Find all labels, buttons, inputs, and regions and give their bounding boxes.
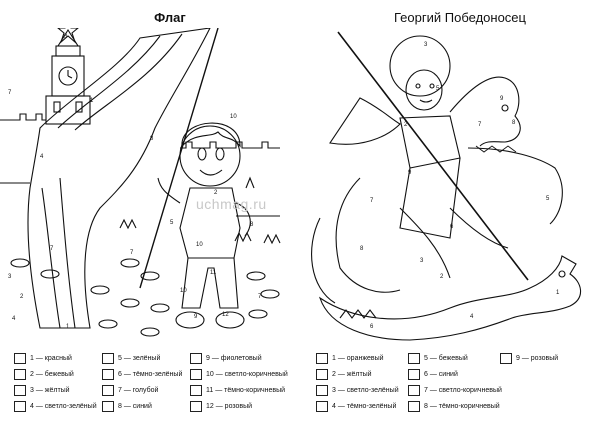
legend-item: [408, 398, 500, 414]
area-number: 7: [8, 90, 12, 96]
color-checkbox[interactable]: [190, 353, 202, 364]
area-number: 6: [450, 224, 454, 230]
legend-label: 9 — розовый: [516, 354, 559, 362]
area-number: 7: [50, 246, 54, 252]
spear-drawing: [338, 32, 528, 280]
color-checkbox[interactable]: [190, 369, 202, 380]
rider-drawing: [330, 36, 460, 238]
saint-george-panel: [300, 0, 600, 421]
legend-label: 8 — синий: [118, 402, 152, 410]
legend-label: 4 — тёмно-зелёный: [332, 402, 397, 410]
legend-label: 5 — зелёный: [118, 354, 161, 362]
legend-item: [408, 350, 494, 366]
legend-label: 6 — синий: [424, 370, 458, 378]
legend-item: [316, 382, 402, 398]
legend-item: [408, 382, 502, 398]
area-number: 4: [470, 314, 474, 320]
legend-label: 12 — розовый: [206, 402, 253, 410]
legend-item: [190, 366, 290, 382]
color-checkbox[interactable]: [102, 385, 114, 396]
area-number: 7: [258, 294, 262, 300]
color-checkbox[interactable]: [408, 401, 420, 412]
legend-item: [316, 366, 402, 382]
legend-item: [500, 350, 600, 366]
legend-label: 2 — жёлтый: [332, 370, 372, 378]
color-checkbox[interactable]: [316, 369, 328, 380]
legend-item: [190, 350, 290, 366]
legend-item: [190, 398, 290, 414]
area-number: 12: [222, 312, 229, 318]
area-number: 8: [150, 136, 154, 142]
color-checkbox[interactable]: [14, 369, 26, 380]
area-number: 7: [370, 198, 374, 204]
flag-color-legend: [14, 350, 290, 414]
legend-item: [316, 398, 402, 414]
color-checkbox[interactable]: [316, 353, 328, 364]
area-number: 4: [12, 316, 16, 322]
area-number: 2: [20, 294, 24, 300]
legend-label: 9 — фиолетовый: [206, 354, 262, 362]
area-number: 7: [478, 122, 482, 128]
legend-item: [14, 398, 96, 414]
area-number: 4: [40, 154, 44, 160]
area-number: 10: [180, 288, 187, 294]
area-number: 5: [436, 86, 440, 92]
area-number: 10: [196, 242, 203, 248]
color-checkbox[interactable]: [102, 369, 114, 380]
color-checkbox[interactable]: [316, 401, 328, 412]
area-number: 5: [546, 196, 550, 202]
legend-item: [14, 366, 96, 382]
legend-item: [14, 350, 96, 366]
color-checkbox[interactable]: [102, 353, 114, 364]
legend-label: 5 — бежевый: [424, 354, 468, 362]
legend-item: [102, 398, 184, 414]
saint-george-area-numbers: [360, 42, 560, 330]
area-number: 6: [370, 324, 374, 330]
area-number: 5: [170, 220, 174, 226]
legend-label: 6 — тёмно-зелёный: [118, 370, 183, 378]
color-checkbox[interactable]: [14, 353, 26, 364]
area-number: 3: [8, 274, 12, 280]
area-number: 10: [230, 114, 237, 120]
area-number: 9: [194, 314, 198, 320]
color-checkbox[interactable]: [190, 401, 202, 412]
legend-item: [14, 382, 96, 398]
color-checkbox[interactable]: [14, 385, 26, 396]
area-number: 1: [90, 98, 94, 104]
area-number: 2: [214, 190, 218, 196]
area-number: 9: [408, 170, 412, 176]
saint-george-title: Георгий Победоносец: [394, 10, 526, 25]
flag-boy-illustration: [0, 28, 300, 348]
legend-label: 2 — бежевый: [30, 370, 74, 378]
legend-label: 4 — светло-зелёный: [30, 402, 97, 410]
legend-item: [102, 350, 184, 366]
legend-label: 7 — светло-коричневый: [424, 386, 502, 394]
area-number: 8: [512, 120, 516, 126]
color-checkbox[interactable]: [190, 385, 202, 396]
watermark: uchmag.ru: [196, 196, 267, 212]
legend-label: 8 — тёмно-коричневый: [424, 402, 500, 410]
area-number: 2: [404, 122, 408, 128]
legend-label: 1 — красный: [30, 354, 72, 362]
legend-label: 1 — оранжевый: [332, 354, 384, 362]
area-number: 9: [500, 96, 504, 102]
kremlin-tower-drawing: [46, 28, 90, 124]
legend-label: 11 — тёмно-коричневый: [206, 386, 286, 394]
area-number: 7: [130, 250, 134, 256]
color-checkbox[interactable]: [102, 401, 114, 412]
dragon-drawing: [320, 256, 581, 340]
area-number: 2: [440, 274, 444, 280]
horse-drawing: [312, 77, 563, 303]
area-number: 8: [360, 246, 364, 252]
legend-label: 3 — жёлтый: [30, 386, 70, 394]
legend-item: [102, 366, 184, 382]
area-number: 3: [424, 42, 428, 48]
color-checkbox[interactable]: [408, 369, 420, 380]
area-number: 8: [250, 222, 254, 228]
legend-item: [408, 366, 494, 382]
legend-label: 7 — голубой: [118, 386, 159, 394]
color-checkbox[interactable]: [316, 385, 328, 396]
saint-george-illustration: [300, 28, 600, 348]
legend-item: [190, 382, 290, 398]
area-number: 1: [556, 290, 560, 296]
legend-label: 3 — светло-зелёный: [332, 386, 399, 394]
area-number: 3: [64, 34, 68, 40]
flag-title: Флаг: [154, 10, 186, 25]
saint-george-color-legend: [316, 350, 600, 414]
color-checkbox[interactable]: [408, 385, 420, 396]
color-checkbox[interactable]: [500, 353, 512, 364]
legend-item: [316, 350, 402, 366]
area-number: 3: [420, 258, 424, 264]
legend-item: [102, 382, 184, 398]
area-number: 1: [66, 324, 70, 330]
area-number: 11: [210, 270, 217, 276]
color-checkbox[interactable]: [408, 353, 420, 364]
color-checkbox[interactable]: [14, 401, 26, 412]
legend-label: 10 — светло-коричневый: [206, 370, 288, 378]
